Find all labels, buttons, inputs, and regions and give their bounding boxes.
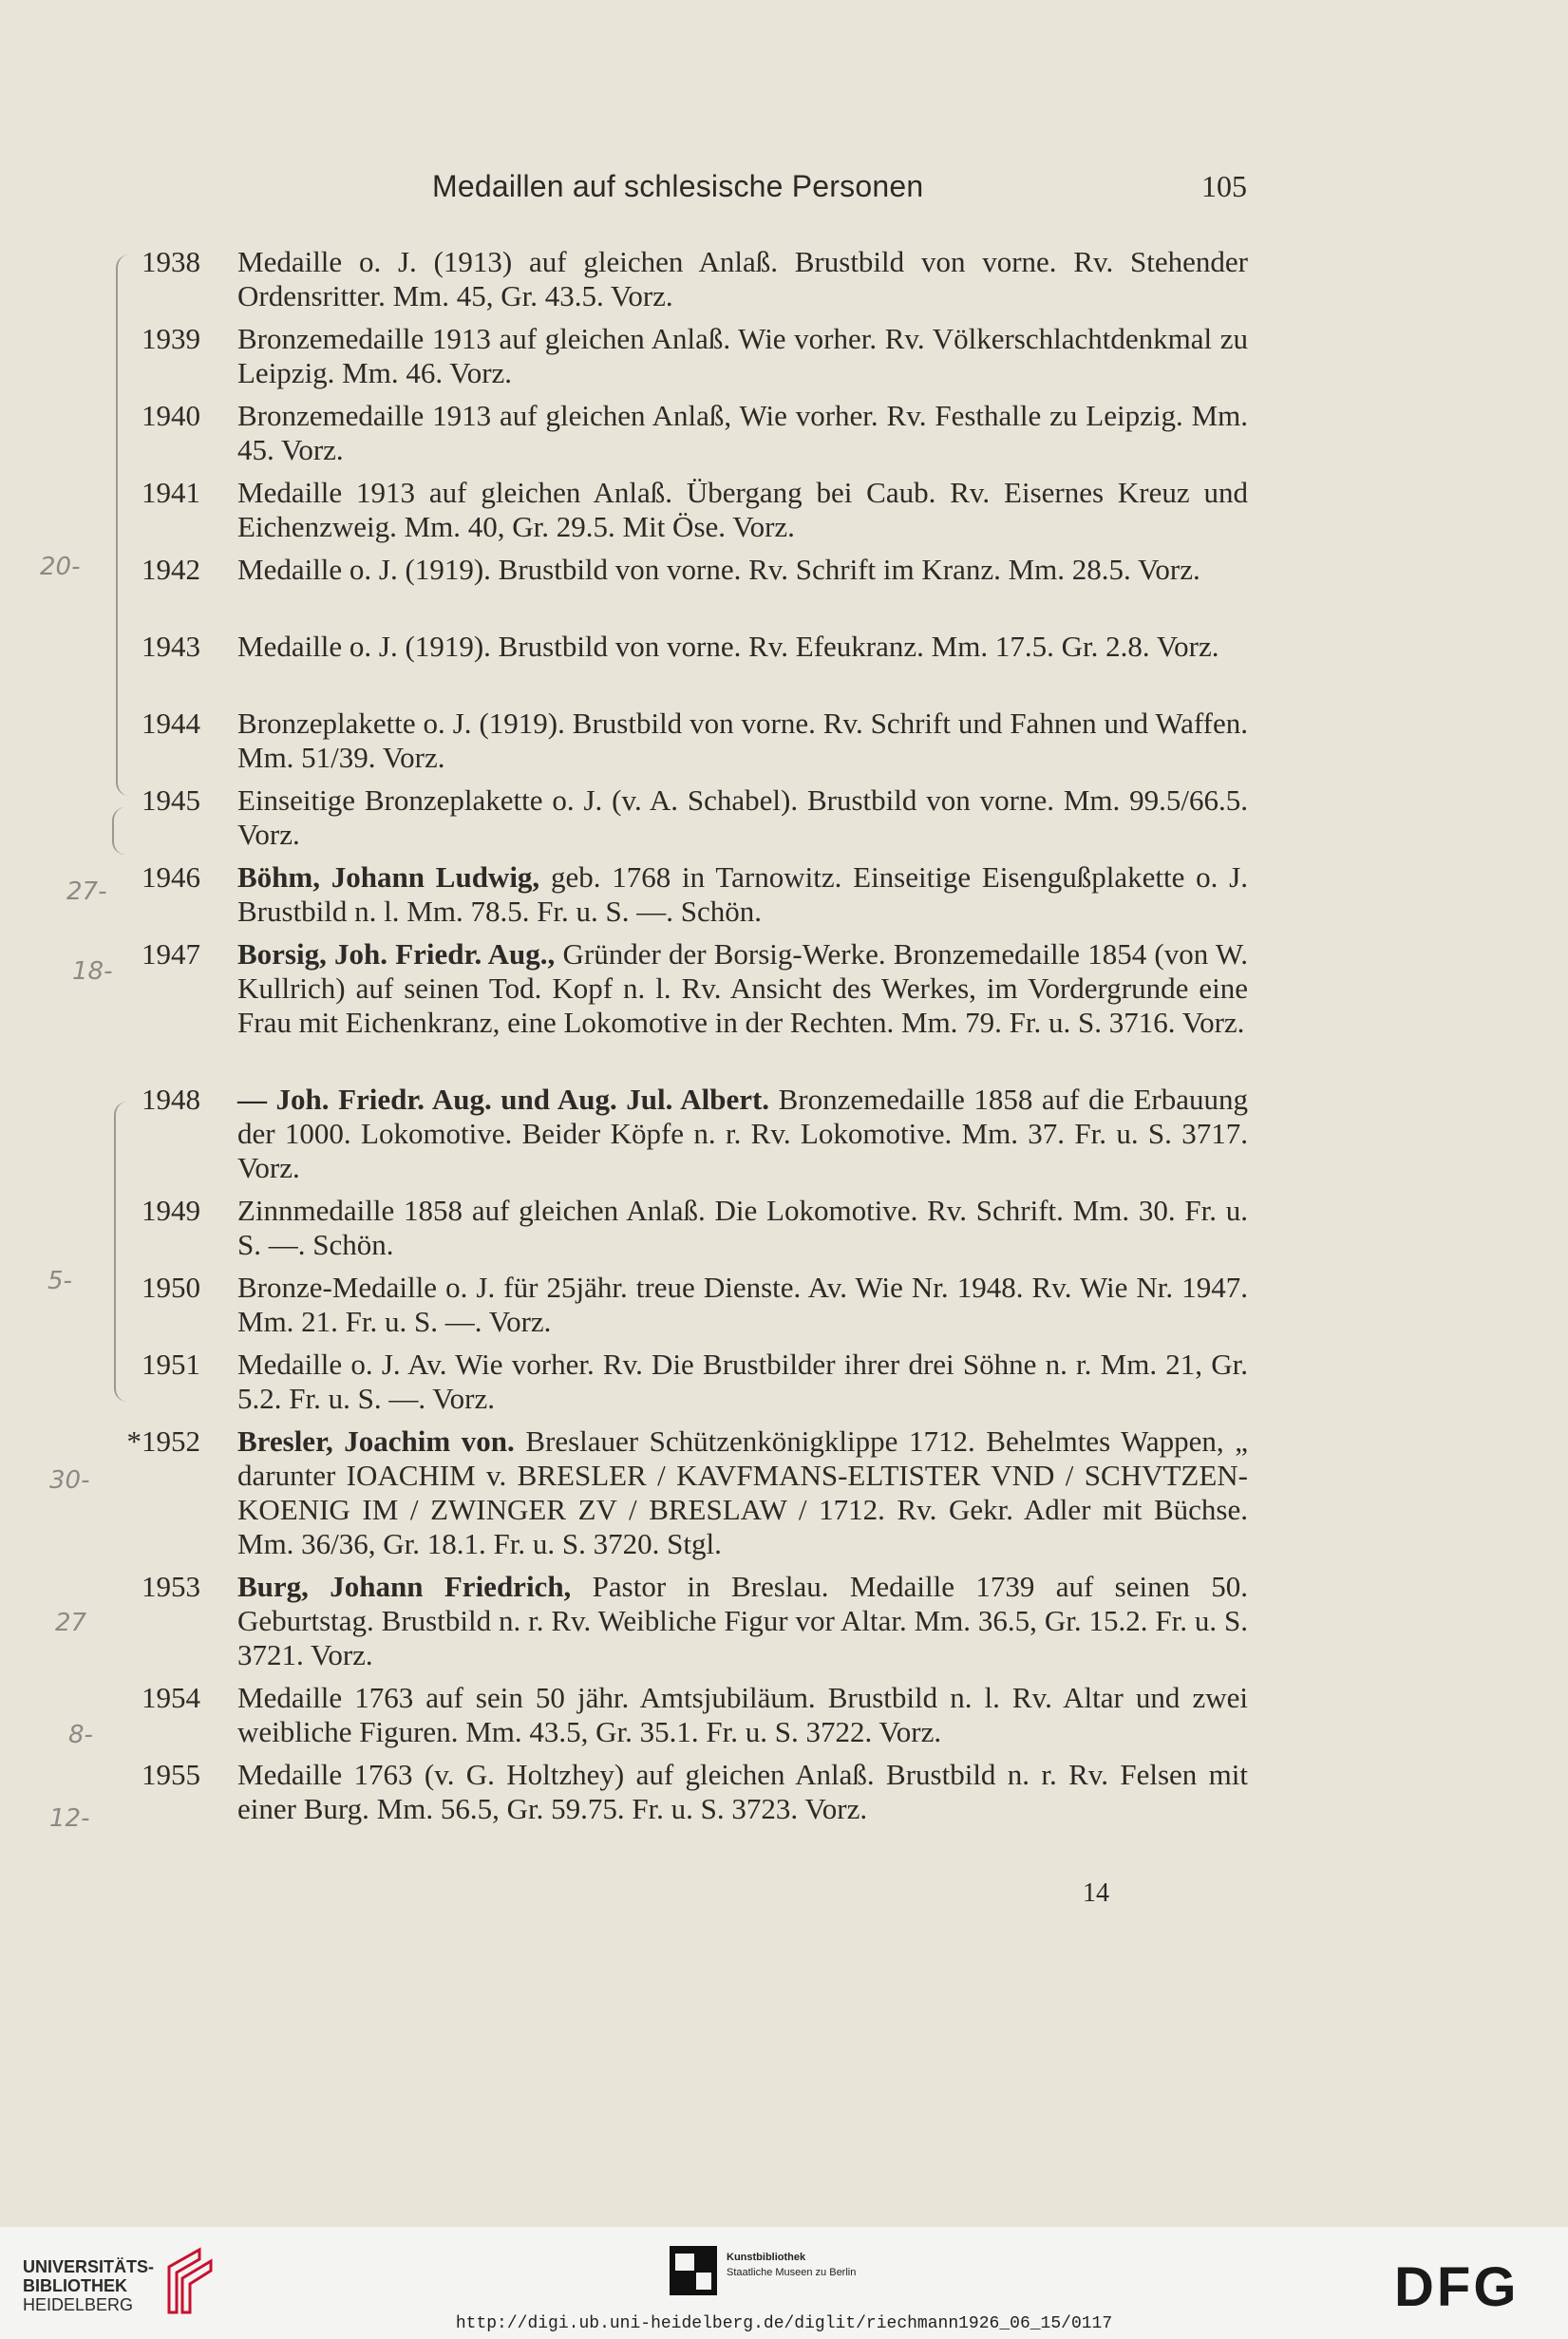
entry-text (237, 1348, 1248, 1416)
catalog-entry (0, 1271, 1568, 1348)
kb-line: Kunstbibliothek (727, 2252, 806, 2263)
permalink-url[interactable]: http://digi.ub.uni-heidelberg.de/diglit/riechmann1926_06_15/0117 (455, 2314, 1113, 2333)
catalog-entry (0, 1424, 1568, 1570)
entry-number: 1951 (142, 1348, 200, 1381)
catalog-entry (0, 245, 1568, 322)
margin-note: 20- (40, 553, 81, 581)
catalog-entry (0, 1194, 1568, 1271)
entry-description: Einseitige Bronzeplakette o. J. (v. A. Schabel). Brustbild von vorne. Mm. 99.5/66.5. Vorz. (237, 783, 1248, 851)
entry-name: Böhm, Johann Ludwig, (237, 860, 540, 894)
entry-description: Breslauer Schützenkönigklippe 1712. Behelmtes Wappen, „ darunter IOACHIM v. BRESLER / KAVFMANS-ELTISTER VND / SCHVTZEN-KOENIG IM / ZWINGER ZV / BRESLAW / 1712. Rv. Gekr. Adler mit Büchse. Mm. 36/36, Gr. 18.1. Fr. u. S. 3720. Stgl. (237, 1424, 1248, 1560)
catalog-entry (0, 860, 1568, 937)
entry-number: 1938 (142, 245, 200, 278)
entry-description: Medaille 1913 auf gleichen Anlaß. Übergang bei Caub. Rv. Eisernes Kreuz und Eichenzweig. Mm. 40, Gr. 29.5. Mit Öse. Vorz. (237, 476, 1248, 543)
entry-text (237, 783, 1248, 852)
margin-note: 8- (68, 1721, 93, 1749)
entry-number: 1945 (142, 783, 200, 817)
entry-text (237, 1681, 1248, 1749)
margin-note: 18- (72, 957, 113, 986)
entry-description: Gründer der Borsig-Werke. Bronzemedaille 1854 (von W. Kullrich) auf seinen Tod. Kopf n. l. Rv. Ansicht des Werkes, im Vordergrunde eine Frau mit Eichenkranz, eine Lokomotive in der Rechten. Mm. 79. Fr. u. S. 3716. Vorz. (237, 937, 1248, 1039)
entry-text (237, 1194, 1248, 1262)
entry-text (237, 1424, 1248, 1561)
entry-text (237, 1758, 1248, 1826)
entry-number: 1953 (142, 1570, 200, 1603)
catalog-entry (0, 322, 1568, 399)
entry-description: geb. 1768 in Tarnowitz. Einseitige Eisengußplakette o. J. Brustbild n. l. Mm. 78.5. Fr. u. S. —. Schön. (237, 860, 1248, 928)
entry-text (237, 860, 1248, 929)
catalog-entry (0, 630, 1568, 707)
catalog-entry (0, 1758, 1568, 1835)
entry-description: Bronzemedaille 1913 auf gleichen Anlaß. Wie vorher. Rv. Völkerschlachtdenkmal zu Leipzig. Mm. 46. Vorz. (237, 322, 1248, 389)
dfg-logo: DFG (1394, 2256, 1520, 2318)
entry-number: 1950 (142, 1271, 200, 1304)
ub-line: UNIVERSITÄTS- (23, 2257, 155, 2276)
catalog-entry (0, 1348, 1568, 1424)
margin-note: 27 (55, 1609, 87, 1637)
margin-note: 12- (49, 1804, 90, 1833)
catalog-entry (0, 937, 1568, 1083)
entry-description: Medaille 1763 auf sein 50 jähr. Amtsjubiläum. Brustbild n. l. Rv. Altar und zwei weibliche Figuren. Mm. 43.5, Gr. 35.1. Fr. u. S. 3722. Vorz. (237, 1681, 1248, 1748)
catalog-entry (0, 553, 1568, 630)
footer-bar (0, 2227, 1568, 2339)
entry-text (237, 1083, 1248, 1185)
entry-description: Medaille o. J. (1919). Brustbild von vorne. Rv. Efeukranz. Mm. 17.5. Gr. 2.8. Vorz. (237, 630, 1219, 663)
catalog-entry (0, 1570, 1568, 1681)
ub-heidelberg-label (23, 2257, 154, 2314)
entry-description: Medaille o. J. (1913) auf gleichen Anlaß. Brustbild von vorne. Rv. Stehender Ordensritter. Mm. 45, Gr. 43.5. Vorz. (237, 245, 1248, 312)
catalog-entry (0, 1083, 1568, 1194)
entry-description: Medaille o. J. (1919). Brustbild von vorne. Rv. Schrift im Kranz. Mm. 28.5. Vorz. (237, 553, 1200, 586)
entry-description: Bronzeplakette o. J. (1919). Brustbild von vorne. Rv. Schrift und Fahnen und Waffen. Mm. 51/39. Vorz. (237, 707, 1248, 774)
entry-number: 1955 (142, 1758, 200, 1791)
entry-description: Medaille 1763 (v. G. Holtzhey) auf gleichen Anlaß. Brustbild n. r. Rv. Felsen mit einer Burg. Mm. 56.5, Gr. 59.75. Fr. u. S. 3723. Vorz. (237, 1758, 1248, 1825)
entry-number: 1954 (142, 1681, 200, 1714)
kb-line: Staatliche Museen zu Berlin (727, 2267, 857, 2278)
catalog-entry (0, 783, 1568, 860)
entry-text (237, 707, 1248, 775)
catalog-entry (0, 476, 1568, 553)
margin-note: 5- (47, 1267, 72, 1295)
ub-heidelberg-logo-icon (160, 2246, 217, 2314)
catalog-entry (0, 1681, 1568, 1758)
entry-description: Bronzemedaille 1913 auf gleichen Anlaß, Wie vorher. Rv. Festhalle zu Leipzig. Mm. 45. Vorz. (237, 399, 1248, 466)
kunstbibliothek-logo-icon (670, 2246, 717, 2295)
catalog-entry (0, 399, 1568, 476)
page-number: 105 (1201, 169, 1247, 203)
entry-text (237, 937, 1248, 1040)
entry-number: *1952 (126, 1424, 200, 1458)
entry-text (237, 1570, 1248, 1672)
entry-text (237, 630, 1248, 664)
margin-note: 27- (66, 877, 107, 906)
ub-line: BIBLIOTHEK (23, 2276, 127, 2295)
catalog-entry (0, 707, 1568, 783)
entry-number: 1947 (142, 937, 200, 971)
entry-number: 1946 (142, 860, 200, 894)
entry-number: 1943 (142, 630, 200, 663)
entry-description: Medaille o. J. Av. Wie vorher. Rv. Die Brustbilder ihrer drei Söhne n. r. Mm. 21, Gr. 5.2. Fr. u. S. —. Vorz. (237, 1348, 1248, 1415)
kunstbibliothek-label (727, 2250, 856, 2280)
entry-text (237, 553, 1248, 587)
entry-number: 1941 (142, 476, 200, 509)
ub-line: HEIDELBERG (23, 2295, 134, 2314)
entry-number: 1942 (142, 553, 200, 586)
entry-list (0, 245, 1568, 1835)
entry-number: 1949 (142, 1194, 200, 1227)
entry-text (237, 399, 1248, 467)
entry-description: Bronzemedaille 1858 auf die Erbauung der 1000. Lokomotive. Beider Köpfe n. r. Rv. Lokomotive. Mm. 37. Fr. u. S. 3717. Vorz. (237, 1083, 1248, 1184)
entry-text (237, 322, 1248, 390)
entry-number: 1948 (142, 1083, 200, 1116)
margin-note: 30- (49, 1466, 90, 1495)
entry-name: Bresler, Joachim von. (237, 1424, 515, 1458)
signature-mark: 14 (1083, 1878, 1109, 1908)
entry-description: Pastor in Breslau. Medaille 1739 auf seinen 50. Geburtstag. Brustbild n. r. Rv. Weibliche Figur vor Altar. Mm. 36.5, Gr. 15.2. Fr. u. S. 3721. Vorz. (237, 1570, 1248, 1671)
running-header (432, 169, 1247, 213)
entry-text (237, 245, 1248, 313)
entry-name: Borsig, Joh. Friedr. Aug., (237, 937, 556, 971)
running-title: Medaillen auf schlesische Personen (432, 169, 924, 203)
entry-name: Burg, Johann Friedrich, (237, 1570, 572, 1603)
entry-name: — Joh. Friedr. Aug. und Aug. Jul. Albert. (237, 1083, 770, 1116)
entry-text (237, 1271, 1248, 1339)
entry-description: Zinnmedaille 1858 auf gleichen Anlaß. Die Lokomotive. Rv. Schrift. Mm. 30. Fr. u. S. —. Schön. (237, 1194, 1248, 1261)
entry-number: 1944 (142, 707, 200, 740)
entry-number: 1940 (142, 399, 200, 432)
entry-text (237, 476, 1248, 544)
entry-description: Bronze-Medaille o. J. für 25jähr. treue Dienste. Av. Wie Nr. 1948. Rv. Wie Nr. 1947. Mm. 21. Fr. u. S. —. Vorz. (237, 1271, 1248, 1338)
entry-number: 1939 (142, 322, 200, 355)
